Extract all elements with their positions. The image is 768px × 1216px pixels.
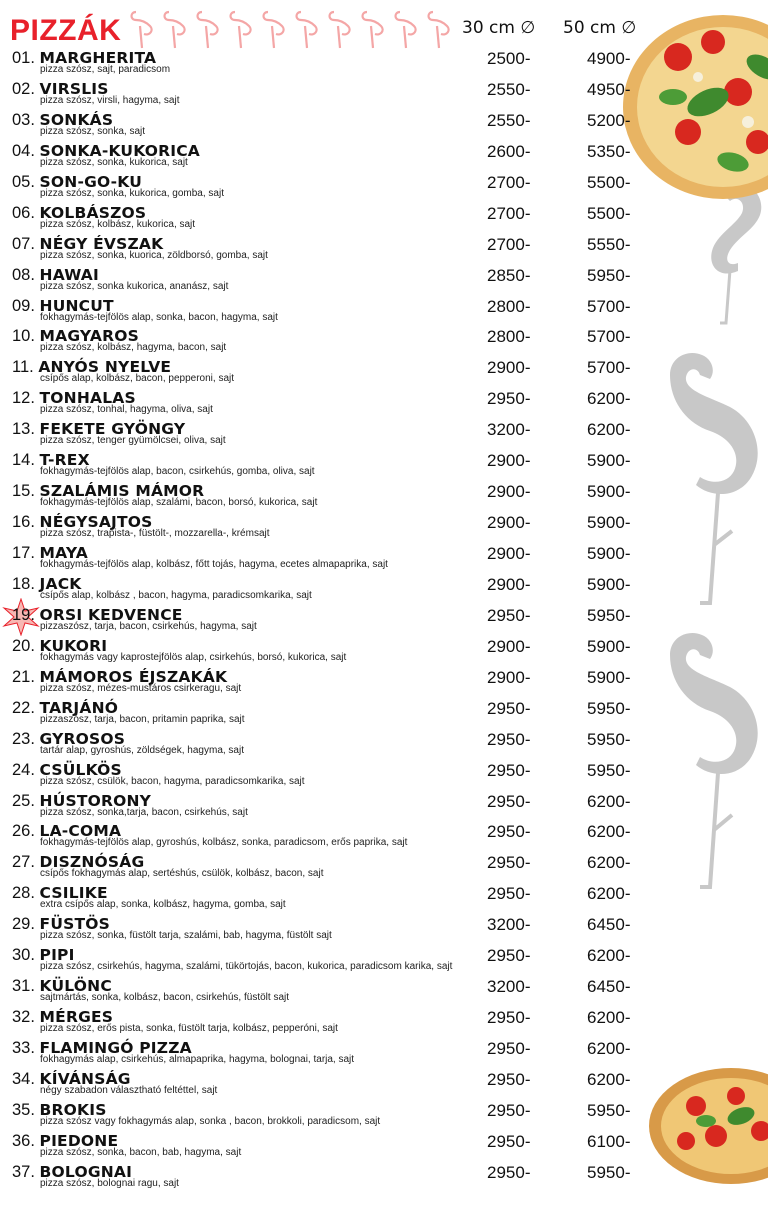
menu-item-ingredients: pizza szósz, kolbász, kukorica, sajt	[40, 218, 196, 230]
menu-item-number: 11.	[12, 358, 34, 377]
menu-item-name: NÉGYSAJTOS	[39, 513, 153, 532]
menu-item-ingredients: pizza szósz, sonka, kukorica, sajt	[40, 156, 188, 168]
menu-item-number: 02.	[12, 79, 35, 98]
menu-item-row	[0, 142, 660, 173]
price-30cm: 2950-	[487, 698, 531, 718]
menu-item-ingredients: sajtmártás, sonka, kolbász, bacon, csirkehús, füstölt sajt	[40, 992, 289, 1004]
price-50cm: 4950-	[587, 79, 631, 99]
menu-item-number: 06.	[12, 203, 35, 222]
price-50cm: 5700-	[587, 296, 631, 316]
menu-item-number: 26.	[12, 822, 35, 841]
menu-item-ingredients: pizza szósz, kolbász, hagyma, bacon, sajt	[40, 342, 227, 354]
menu-item-name: NÉGY ÉVSZAK	[39, 234, 164, 253]
price-30cm: 2950-	[487, 946, 531, 966]
price-30cm: 2900-	[487, 358, 531, 378]
menu-item-row	[0, 915, 660, 946]
price-30cm: 2900-	[487, 451, 531, 471]
menu-item-ingredients: pizzaszósz, tarja, bacon, csirkehús, hagyma, sajt	[40, 620, 257, 632]
menu-item-row	[0, 204, 660, 235]
size-30cm-header: 30 cm ∅	[462, 18, 536, 38]
menu-item-number: 35.	[12, 1100, 35, 1119]
price-30cm: 2950-	[487, 389, 531, 409]
menu-item-ingredients: pizza szósz, trapista-, füstölt-, mozzarella-, krémsajt	[40, 528, 270, 540]
menu-item-row	[0, 327, 660, 358]
price-50cm: 5950-	[587, 1162, 631, 1182]
menu-item-ingredients: pizzaszósz, tarja, bacon, pritamin paprika, sajt	[40, 713, 245, 725]
menu-item-row	[0, 389, 660, 420]
price-30cm: 2950-	[487, 884, 531, 904]
menu-item-name: KOLBÁSZOS	[39, 203, 147, 222]
price-50cm: 5950-	[587, 265, 631, 285]
menu-item-name: KUKORI	[39, 636, 108, 655]
menu-item-ingredients: pizza szósz, sonka, kuorica, zöldborsó, gomba, sajt	[40, 249, 268, 261]
price-50cm: 5900-	[587, 513, 631, 533]
menu-item-number: 10.	[12, 327, 35, 346]
menu-item-row	[0, 451, 660, 482]
menu-item-number: 15.	[12, 482, 35, 501]
menu-item-ingredients: csípős fokhagymás alap, sertéshús, csülök, kolbász, bacon, sajt	[40, 868, 324, 880]
price-50cm: 6200-	[587, 884, 631, 904]
price-50cm: 5200-	[587, 110, 631, 130]
price-50cm: 6450-	[587, 915, 631, 935]
menu-item-name: KÍVÁNSÁG	[39, 1069, 131, 1088]
price-30cm: 2950-	[487, 1162, 531, 1182]
menu-item-number: 27.	[12, 853, 35, 872]
menu-item-ingredients: pizza szósz, sonka, kukorica, gomba, sajt	[40, 187, 224, 199]
menu-item-ingredients: négy szabadon választható feltéttel, sajt	[40, 1084, 218, 1096]
menu-item-name: HAWAI	[39, 265, 99, 284]
price-50cm: 6200-	[587, 822, 631, 842]
menu-item-row	[0, 1163, 660, 1194]
price-50cm: 5500-	[587, 172, 631, 192]
menu-item-name: CSILIKE	[39, 884, 108, 903]
price-30cm: 2700-	[487, 172, 531, 192]
price-50cm: 5950-	[587, 760, 631, 780]
price-30cm: 2950-	[487, 1039, 531, 1058]
menu-item-number: 25.	[12, 791, 35, 810]
menu-item-name: FLAMINGÓ PIZZA	[39, 1039, 192, 1057]
pizza-list	[0, 49, 660, 1194]
menu-header	[0, 0, 768, 52]
menu-item-name: CSÜLKÖS	[39, 760, 122, 779]
menu-item-number: 33.	[12, 1039, 35, 1057]
price-50cm: 5900-	[587, 574, 631, 594]
menu-item-name: HUNCUT	[39, 296, 114, 315]
menu-item-number: 16.	[12, 513, 35, 532]
menu-item-name: SONKÁS	[39, 110, 114, 129]
menu-item-name: MAGYAROS	[39, 327, 139, 346]
price-50cm: 6200-	[587, 791, 631, 811]
menu-item-number: 13.	[12, 420, 35, 439]
price-30cm: 2700-	[487, 203, 531, 223]
price-30cm: 2600-	[487, 141, 531, 161]
menu-item-row	[0, 575, 660, 606]
menu-item-row	[0, 49, 660, 80]
menu-item-row	[0, 1039, 660, 1070]
menu-item-ingredients: fokhagymás-tejfölös alap, sonka, bacon, hagyma, sajt	[40, 311, 278, 323]
price-30cm: 3200-	[487, 915, 531, 935]
price-50cm: 5950-	[587, 1100, 631, 1120]
menu-item-number: 22.	[12, 698, 35, 717]
menu-item-ingredients: pizza szósz, tenger gyümölcsei, oliva, sajt	[40, 435, 226, 447]
menu-item-row	[0, 544, 660, 575]
menu-item-name: MÉRGES	[39, 1008, 114, 1027]
menu-item-row	[0, 173, 660, 204]
price-50cm: 6200-	[587, 1008, 631, 1028]
price-30cm: 2850-	[487, 265, 531, 285]
menu-item-ingredients: extra csípős alap, sonka, kolbász, hagyma, gomba, sajt	[40, 899, 286, 911]
price-50cm: 6200-	[587, 1039, 631, 1058]
menu-item-name: KÜLÖNC	[39, 977, 112, 996]
page-title: PIZZÁK	[10, 14, 122, 47]
price-50cm: 6200-	[587, 853, 631, 873]
menu-item-number: 37.	[12, 1162, 35, 1181]
menu-item-row	[0, 668, 660, 699]
menu-item-number: 09.	[12, 296, 35, 315]
menu-item-name: MÁMOROS ÉJSZAKÁK	[39, 667, 228, 686]
price-50cm: 5350-	[587, 141, 631, 161]
menu-item-name: TONHALAS	[39, 389, 136, 408]
price-30cm: 2950-	[487, 1069, 531, 1089]
price-30cm: 2900-	[487, 513, 531, 533]
menu-item-ingredients: fokhagymás-tejfölös alap, kolbász, főtt tojás, hagyma, ecetes almapaprika, sajt	[40, 559, 388, 570]
menu-item-name: ANYÓS NYELVE	[38, 358, 172, 377]
menu-item-number: 08.	[12, 265, 35, 284]
menu-item-number: 28.	[12, 884, 35, 903]
price-30cm: 2900-	[487, 636, 531, 656]
menu-item-number: 24.	[12, 760, 35, 779]
menu-item-number: 14.	[12, 451, 35, 470]
price-50cm: 5550-	[587, 234, 631, 254]
menu-item-ingredients: pizza szósz, bolognai ragu, sajt	[40, 1177, 179, 1189]
price-50cm: 5900-	[587, 667, 631, 687]
menu-item-name: SON-GO-KU	[39, 172, 143, 191]
price-30cm: 2700-	[487, 234, 531, 254]
menu-item-ingredients: pizza szósz, sonka, füstölt tarja, szalámi, bab, hagyma, füstölt sajt	[40, 930, 332, 942]
menu-item-ingredients: fokhagymás-tejfölös alap, gyroshús, kolbász, sonka, paradicsom, erős paprika, sajt	[40, 837, 408, 849]
menu-item-name: LA-COMA	[39, 822, 122, 841]
price-50cm: 6100-	[587, 1131, 631, 1151]
price-50cm: 5950-	[587, 729, 631, 749]
menu-item-row	[0, 946, 660, 977]
menu-item-row	[0, 297, 660, 328]
menu-item-row	[0, 482, 660, 513]
menu-item-row	[0, 266, 660, 297]
menu-item-row	[0, 637, 660, 668]
menu-item-ingredients: pizza szósz, tonhal, hagyma, oliva, sajt	[40, 404, 213, 416]
menu-item-number: 34.	[12, 1069, 35, 1088]
price-50cm: 5700-	[587, 327, 631, 347]
price-30cm: 2950-	[487, 822, 531, 842]
menu-item-row	[0, 606, 660, 637]
menu-item-number: 03.	[12, 110, 35, 129]
menu-item-row	[0, 358, 660, 389]
menu-item-row	[0, 1070, 660, 1101]
menu-item-ingredients: pizza szósz, sonka, bacon, bab, hagyma, sajt	[40, 1146, 242, 1158]
price-30cm: 3200-	[487, 420, 531, 440]
menu-item-row	[0, 1132, 660, 1163]
menu-item-row	[0, 977, 660, 1008]
flamingo-row-icon	[128, 6, 458, 50]
menu-item-number: 19.	[12, 605, 35, 624]
menu-item-name: JACK	[39, 574, 82, 593]
price-30cm: 2900-	[487, 574, 531, 594]
menu-item-row	[0, 699, 660, 730]
menu-item-ingredients: pizza szósz vagy fokhagymás alap, sonka , bacon, brokkoli, paradicsom, sajt	[40, 1115, 381, 1127]
menu-item-ingredients: pizza szósz, sonka,tarja, bacon, csirkehús, sajt	[40, 806, 248, 818]
price-50cm: 5900-	[587, 544, 631, 563]
price-30cm: 2500-	[487, 49, 531, 68]
menu-item-row	[0, 111, 660, 142]
menu-item-number: 12.	[12, 389, 35, 408]
menu-item-ingredients: pizza szósz, sonka kukorica, ananász, sajt	[40, 280, 229, 292]
menu-item-number: 01.	[12, 49, 35, 67]
menu-item-row	[0, 730, 660, 761]
menu-item-name: DISZNÓSÁG	[39, 853, 145, 872]
menu-item-ingredients: tartár alap, gyroshús, zöldségek, hagyma, sajt	[40, 744, 244, 756]
price-50cm: 5900-	[587, 482, 631, 502]
menu-item-row	[0, 80, 660, 111]
menu-item-number: 29.	[12, 915, 35, 934]
price-50cm: 6200-	[587, 946, 631, 966]
menu-item-name: SZALÁMIS MÁMOR	[39, 482, 205, 501]
menu-item-row	[0, 1101, 660, 1132]
price-50cm: 6450-	[587, 977, 631, 997]
menu-item-ingredients: csípős alap, kolbász , bacon, hagyma, paradicsomkarika, sajt	[40, 589, 312, 601]
price-50cm: 6200-	[587, 1069, 631, 1089]
price-50cm: 5700-	[587, 358, 631, 378]
price-30cm: 2550-	[487, 110, 531, 130]
menu-item-ingredients: fokhagymás-tejfölös alap, bacon, csirkehús, gomba, oliva, sajt	[40, 466, 315, 478]
menu-item-name: T-REX	[39, 451, 90, 470]
menu-item-number: 07.	[12, 234, 35, 253]
menu-item-row	[0, 884, 660, 915]
price-30cm: 2950-	[487, 760, 531, 780]
menu-item-ingredients: pizza szósz, erős pista, sonka, füstölt tarja, kolbász, pepperóni, sajt	[40, 1023, 338, 1035]
menu-item-name: VIRSLIS	[39, 79, 109, 98]
price-50cm: 6200-	[587, 420, 631, 440]
menu-item-row	[0, 822, 660, 853]
menu-item-name: ORSI KEDVENCE	[39, 605, 183, 624]
price-30cm: 2950-	[487, 1100, 531, 1120]
menu-item-name: BOLOGNAI	[39, 1162, 133, 1181]
menu-item-ingredients: fokhagymás-tejfölös alap, szalámi, bacon, borsó, kukorica, sajt	[40, 497, 318, 509]
menu-item-name: FÜSTÖS	[39, 915, 110, 934]
price-50cm: 5900-	[587, 451, 631, 471]
menu-item-ingredients: csípős alap, kolbász, bacon, pepperoni, sajt	[40, 373, 235, 385]
menu-item-number: 17.	[12, 544, 35, 562]
menu-item-row	[0, 235, 660, 266]
price-30cm: 2900-	[487, 482, 531, 502]
menu-item-ingredients: fokhagymás vagy kaprostejfölös alap, csirkehús, borsó, kukorica, sajt	[40, 651, 347, 663]
menu-item-row	[0, 792, 660, 823]
menu-item-row	[0, 513, 660, 544]
pizza-image-icon	[646, 1066, 768, 1186]
menu-item-row	[0, 761, 660, 792]
price-50cm: 5950-	[587, 698, 631, 718]
price-30cm: 2950-	[487, 605, 531, 625]
menu-item-number: 04.	[12, 141, 35, 160]
price-30cm: 2950-	[487, 729, 531, 749]
menu-item-ingredients: fokhagymás alap, csirkehús, almapaprika, hagyma, bolognai, tarja, sajt	[40, 1054, 355, 1065]
menu-item-ingredients: pizza szósz, mézes-mustáros csirkeragu, sajt	[40, 682, 242, 694]
menu-item-number: 05.	[12, 172, 35, 191]
price-30cm: 2550-	[487, 79, 531, 99]
price-30cm: 3200-	[487, 977, 531, 997]
menu-item-name: HÚSTORONY	[39, 791, 152, 810]
menu-item-number: 30.	[12, 946, 35, 965]
menu-item-number: 36.	[12, 1131, 35, 1150]
price-50cm: 5900-	[587, 636, 631, 656]
menu-item-name: PIEDONE	[39, 1131, 119, 1150]
menu-item-name: MAYA	[39, 544, 89, 562]
menu-item-name: FEKETE GYÖNGY	[39, 420, 186, 439]
menu-item-ingredients: pizza szósz, sajt, paradicsom	[40, 64, 171, 75]
menu-item-number: 18.	[12, 574, 35, 593]
menu-item-number: 21.	[12, 667, 35, 686]
price-50cm: 5950-	[587, 605, 631, 625]
menu-item-name: SONKA-KUKORICA	[39, 141, 200, 160]
menu-item-row	[0, 1008, 660, 1039]
price-30cm: 2950-	[487, 853, 531, 873]
price-30cm: 2900-	[487, 544, 531, 563]
price-50cm: 5500-	[587, 203, 631, 223]
menu-item-name: TARJÁNÓ	[39, 698, 119, 717]
menu-item-row	[0, 420, 660, 451]
price-30cm: 2950-	[487, 791, 531, 811]
price-50cm: 6200-	[587, 389, 631, 409]
price-30cm: 2950-	[487, 1008, 531, 1028]
menu-item-row	[0, 853, 660, 884]
size-50cm-header: 50 cm ∅	[563, 18, 637, 38]
menu-item-ingredients: pizza szósz, csirkehús, hagyma, szalámi, tükörtojás, bacon, kukorica, paradicsom karika, sajt	[40, 961, 453, 973]
menu-item-number: 23.	[12, 729, 35, 748]
price-30cm: 2900-	[487, 667, 531, 687]
menu-item-ingredients: pizza szósz, sonka, sajt	[40, 125, 146, 137]
menu-item-number: 31.	[12, 977, 35, 996]
menu-item-name: PIPI	[39, 946, 75, 965]
menu-item-name: MARGHERITA	[39, 49, 157, 67]
menu-item-number: 20.	[12, 636, 35, 655]
price-30cm: 2800-	[487, 327, 531, 347]
menu-item-name: GYROSOS	[39, 729, 126, 748]
menu-item-ingredients: pizza szósz, virsli, hagyma, sajt	[40, 94, 180, 106]
menu-item-name: BROKIS	[39, 1100, 107, 1119]
menu-item-ingredients: pizza szósz, csülök, bacon, hagyma, paradicsomkarika, sajt	[40, 775, 305, 787]
price-30cm: 2800-	[487, 296, 531, 316]
price-30cm: 2950-	[487, 1131, 531, 1151]
menu-item-number: 32.	[12, 1008, 35, 1027]
price-50cm: 4900-	[587, 49, 631, 68]
